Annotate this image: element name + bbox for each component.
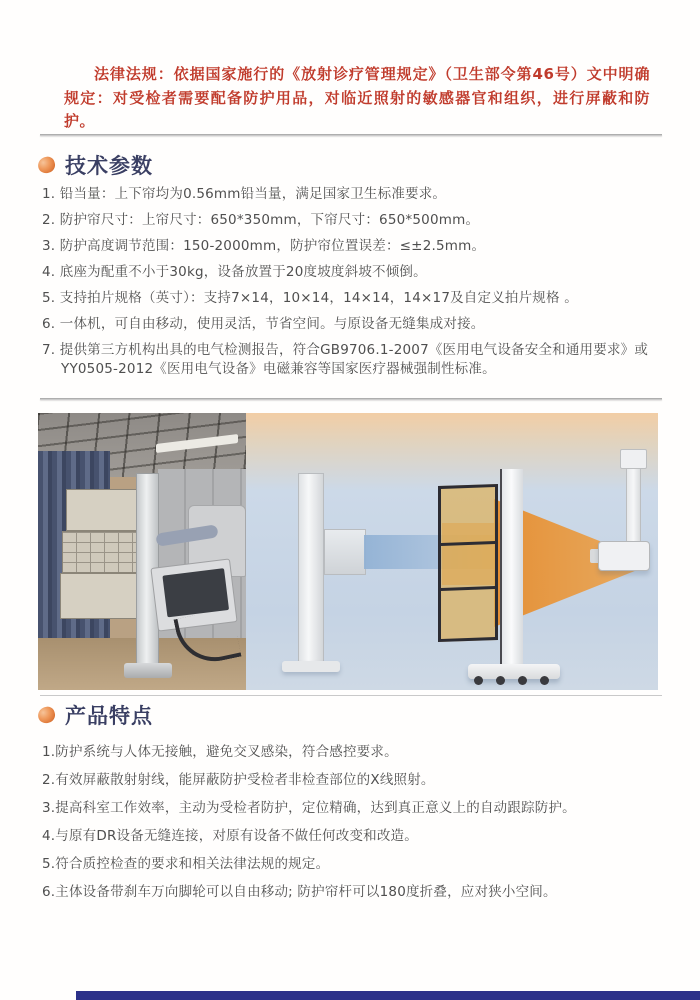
feature-item — [42, 743, 672, 762]
tech-spec-item — [42, 211, 664, 230]
feature-item — [42, 799, 672, 818]
protection-system-render — [246, 413, 658, 690]
product-images-row — [38, 413, 658, 690]
screen-frame-bar — [441, 541, 495, 546]
feature-item-text: 6.主体设备带刹车万向脚轮可以自由移动; 防护帘杆可以180度折叠，应对狭小空间。 — [42, 884, 557, 900]
divider-bottom — [40, 695, 662, 696]
detector-stand-column — [298, 473, 324, 665]
protection-screen — [438, 484, 498, 642]
section-bullet-icon — [36, 155, 57, 175]
feature-item-text: 1.防护系统与人体无接触，避免交叉感染，符合感控要求。 — [42, 744, 398, 760]
xray-tube-head — [598, 541, 650, 571]
caster-wheel — [474, 676, 483, 685]
tech-spec-item-text: 5. 支持拍片规格（英寸）：支持7×14，10×14，14×14，14×17及自定义拍片规格 。 — [42, 290, 578, 306]
feature-item-text: 4.与原有DR设备无缝连接，对原有设备不做任何改变和改造。 — [42, 828, 418, 844]
caster-wheel — [496, 676, 505, 685]
caster-wheel — [518, 676, 527, 685]
tech-spec-item-text: 1. 铅当量：上下帘均为0.56mm铅当量，满足国家卫生标准要求。 — [42, 186, 447, 202]
feature-item-text: 2.有效屏蔽散射射线，能屏蔽防护受检者非检查部位的X线照射。 — [42, 772, 435, 788]
xray-tube-post — [626, 455, 641, 555]
feature-item — [42, 883, 672, 902]
tech-spec-item — [42, 341, 664, 379]
tech-spec-item — [42, 263, 664, 282]
tech-section-header — [38, 150, 153, 180]
tech-spec-item-text: 7. 提供第三方机构出具的电气检测报告，符合GB9706.1-2007《医用电气设备安全和通用要求》或YY0505-2012《医用电气设备》电磁兼容等国家医疗器械强制性标准。 — [42, 342, 649, 377]
tech-spec-item — [42, 237, 664, 256]
caster-wheel — [540, 676, 549, 685]
tech-spec-item — [42, 315, 664, 334]
feature-list — [42, 743, 672, 911]
tech-section-title: 技术参数 — [65, 154, 153, 178]
screen-frame-bar — [441, 586, 495, 591]
tech-spec-item — [42, 185, 664, 204]
tech-spec-item — [42, 289, 664, 308]
section-bullet-icon — [36, 705, 57, 725]
feature-item-text: 3.提高科室工作效率，主动为受检者防护，定位精确，达到真正意义上的自动跟踪防护。 — [42, 800, 576, 816]
feature-item-text: 5.符合质控检查的要求和相关法律法规的规定。 — [42, 856, 330, 872]
clinical-room-photo — [38, 413, 246, 690]
features-section-header — [38, 700, 153, 730]
device-column-base — [124, 663, 172, 678]
tech-spec-item-text: 6. 一体机，可自由移动，使用灵活，节省空间。与原设备无缝集成对接。 — [42, 316, 485, 332]
detector-stand-foot — [282, 661, 340, 672]
feature-item — [42, 827, 672, 846]
divider-middle — [40, 398, 662, 400]
xray-tube-cap — [620, 449, 647, 469]
footer-bar — [76, 991, 700, 1000]
tech-spec-list — [42, 185, 664, 386]
detector-arm — [324, 529, 366, 575]
tech-spec-item-text: 3. 防护高度调节范围：150-2000mm，防护帘位置误差：≤±2.5mm。 — [42, 238, 486, 254]
tech-spec-item-text: 4. 底座为配重不小于30kg，设备放置于20度坡度斜坡不倾倒。 — [42, 264, 427, 280]
protection-column — [500, 469, 523, 671]
cabinet-grid-box — [62, 531, 144, 573]
feature-item — [42, 855, 672, 874]
feature-item — [42, 771, 672, 790]
legal-notice-text: 法律法规：依据国家施行的《放射诊疗管理规定》（卫生部令第46号）文中明确规定：对受检者需要配备防护用品，对临近照射的敏感器官和组织，进行屏蔽和防护。 — [64, 65, 650, 130]
features-section-title: 产品特点 — [65, 704, 153, 728]
divider-top — [40, 134, 662, 136]
tech-spec-item-text: 2. 防护帘尺寸：上帘尺寸：650*350mm，下帘尺寸：650*500mm。 — [42, 212, 480, 228]
